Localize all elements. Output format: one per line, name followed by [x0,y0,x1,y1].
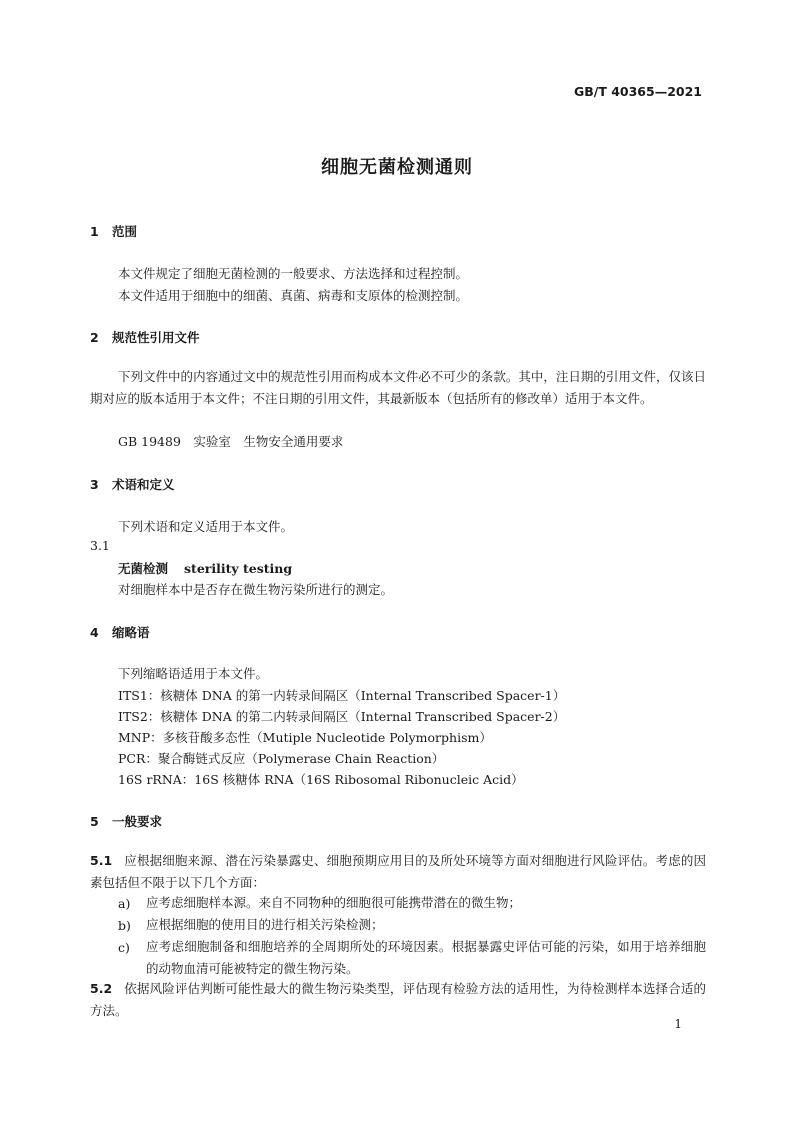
term-entry [118,559,292,577]
paragraph: 本文件适用于细胞中的细菌、真菌、病毒和支原体的检测控制。 [118,288,469,303]
section-1-heading [90,222,137,240]
section-number: 1 [90,224,99,239]
section-3-heading [90,475,175,493]
section-title: 范围 [112,224,138,239]
section-title: 术语和定义 [112,477,175,492]
section-2-heading [90,328,200,346]
clause-5-1 [90,850,706,894]
standard-code: GB/T 40365—2021 [573,84,702,99]
paragraph: 本文件规定了细胞无菌检测的一般要求、方法选择和过程控制。 [118,266,469,281]
section-title: 一般要求 [112,814,163,829]
clause-number: 5.2 [90,981,113,996]
abbreviation-item: 16S rRNA：16S 核糖体 RNA（16S Ribosomal Ribonucleic Acid） [118,772,524,787]
list-item: 应考虑细胞制备和细胞培养的全周期所处的环境因素。根据暴露史评估可能的污染，如用于培养细胞的动物血清可能被特定的微生物污染。 [146,939,706,976]
section-4-heading [90,623,150,641]
clause-number: 5.1 [90,853,113,868]
list-item: 应根据细胞的使用目的进行相关污染检测； [146,917,384,932]
abbreviation-item: ITS2：核糖体 DNA 的第二内转录间隔区（Internal Transcribed Spacer-2） [118,709,566,724]
list-marker: c) [118,940,130,955]
document-title: 细胞无菌检测通则 [321,157,473,178]
clause-text: 应根据细胞来源、潜在污染暴露史、细胞预期应用目的及所处环境等方面对细胞进行风险评估。考虑的因素包括但不限于以下几个方面： [90,853,706,890]
normative-reference: GB 19489 实验室 生物安全通用要求 [118,434,344,449]
section-title: 规范性引用文件 [112,330,200,345]
list-marker: b) [118,918,131,933]
subclause-number: 3.1 [90,538,110,553]
paragraph: 下列术语和定义适用于本文件。 [118,519,294,534]
paragraph: 下列文件中的内容通过文中的规范性引用而构成本文件必不可少的条款。其中，注日期的引用文件，仅该日期对应的版本适用于本文件；不注日期的引用文件，其最新版本（包括所有的修改单）适用于本文件。 [90,369,706,406]
paragraph: 下列缩略语适用于本文件。 [118,666,269,681]
section-title: 缩略语 [112,625,150,640]
abbreviation-item: ITS1：核糖体 DNA 的第一内转录间隔区（Internal Transcribed Spacer-1） [118,688,566,703]
list-item: 应考虑细胞样本源。来自不同物种的细胞很可能携带潜在的微生物； [146,895,522,910]
term-zh: 无菌检测 [118,561,169,576]
section-number: 5 [90,814,99,829]
term-en: sterility testing [184,561,293,576]
term-definition: 对细胞样本中是否存在微生物污染所进行的测定。 [118,582,394,597]
abbreviation-item: PCR：聚合酶链式反应（Polymerase Chain Reaction） [118,751,445,766]
section-5-heading [90,812,162,830]
clause-text: 依据风险评估判断可能性最大的微生物污染类型，评估现有检验方法的适用性，为待检测样本选择合适的方法。 [90,981,706,1018]
section-number: 3 [90,477,99,492]
page-number: 1 [674,1017,682,1031]
section-number: 2 [90,330,99,345]
section-number: 4 [90,625,99,640]
abbreviation-item: MNP：多核苷酸多态性（Mutiple Nucleotide Polymorphism） [118,730,492,745]
list-marker: a) [118,896,131,911]
clause-5-2 [90,978,706,1022]
